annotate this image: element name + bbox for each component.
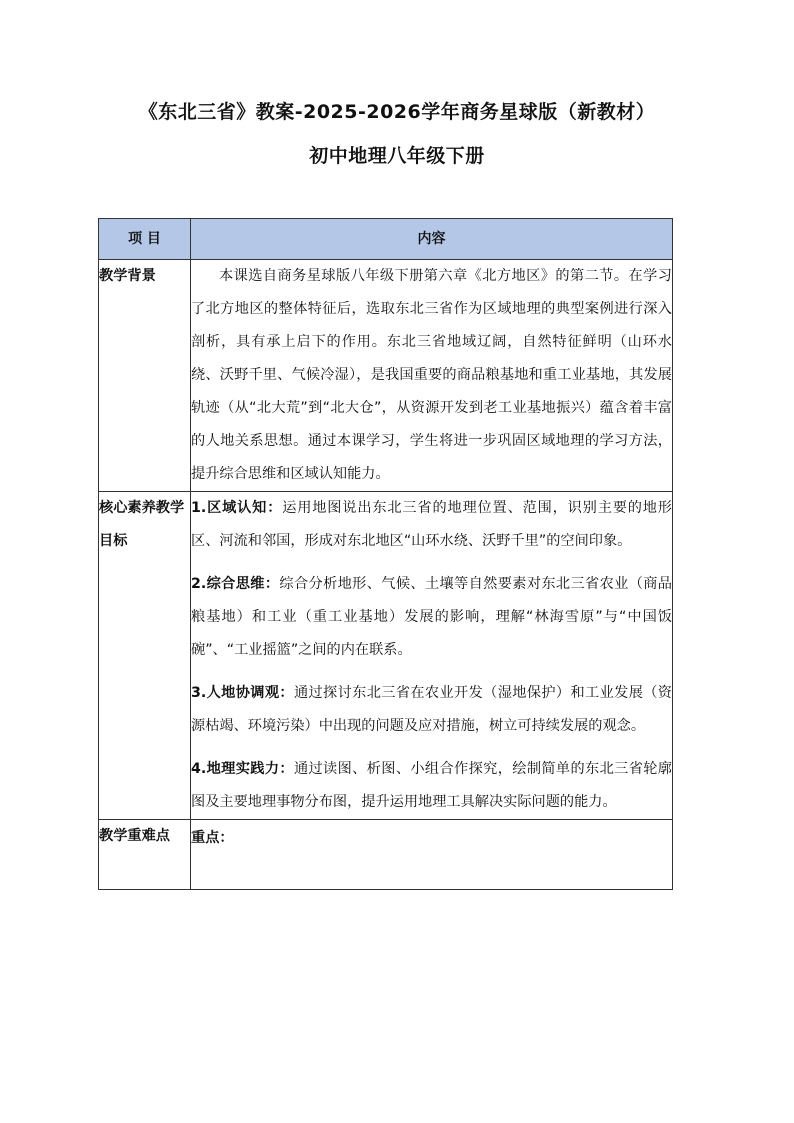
goal-item: [191, 492, 672, 558]
row-label-background: 教学背景: [99, 260, 191, 492]
goal-text: 综合分析地形、气候、土壤等自然要素对东北三省农业（商品粮基地）和工业（重工业基地）发展的影响，理解“林海雪原”与“中国饭碗”、“工业摇篮”之间的内在联系。: [191, 576, 672, 658]
table-row: [99, 820, 673, 890]
goal-text: 运用地图说出东北三省的地理位置、范围，识别主要的地形区、河流和邻国，形成对东北地区“山环水绕、沃野千里”的空间印象。: [191, 500, 672, 549]
key-points-text: 重点：: [191, 830, 234, 846]
goal-item: [191, 677, 672, 743]
row-content-key-points: [191, 820, 673, 890]
goal-item: [191, 753, 672, 819]
lesson-plan-table: [98, 218, 673, 890]
goal-title: 4.地理实践力：: [191, 761, 294, 777]
goal-title: 1.区域认知：: [191, 500, 283, 516]
table-row: [99, 492, 673, 820]
header-content: 内容: [191, 219, 673, 260]
goal-text: 通过探讨东北三省在农业开发（湿地保护）和工业发展（资源枯竭、环境污染）中出现的问题及应对措施，树立可持续发展的观念。: [191, 685, 672, 734]
goal-item: [191, 568, 672, 667]
document-title: 《东北三省》教案-2025-2026学年商务星球版（新教材）: [138, 101, 656, 123]
row-label-key-points: 教学重难点: [99, 820, 191, 890]
row-content-background: [191, 260, 673, 492]
row-label-objectives: 核心素养教学目标: [99, 492, 191, 820]
goal-title: 2.综合思维：: [191, 576, 280, 592]
row-content-objectives: [191, 492, 673, 820]
header-item: 项 目: [99, 219, 191, 260]
table-header-row: [99, 219, 673, 260]
table-row: [99, 260, 673, 492]
document-subtitle: 初中地理八年级下册: [309, 145, 485, 167]
goal-title: 3.人地协调观：: [191, 685, 294, 701]
goal-text: 通过读图、析图、小组合作探究，绘制简单的东北三省轮廓图及主要地理事物分布图，提升运用地理工具解决实际问题的能力。: [191, 761, 672, 810]
background-paragraph: 本课选自商务星球版八年级下册第六章《北方地区》的第二节。在学习了北方地区的整体特征后，选取东北三省作为区域地理的典型案例进行深入剖析，具有承上启下的作用。东北三省地域辽阔，自然特征鲜明（山环水绕、沃野千里、气候冷湿），是我国重要的商品粮基地和重工业基地，其发展轨迹（从“北大荒”到“北大仓”，从资源开发到老工业基地振兴）蕴含着丰富的人地关系思想。通过本课学习，学生将进一步巩固区域地理的学习方法，提升综合思维和区域认知能力。: [191, 268, 672, 482]
